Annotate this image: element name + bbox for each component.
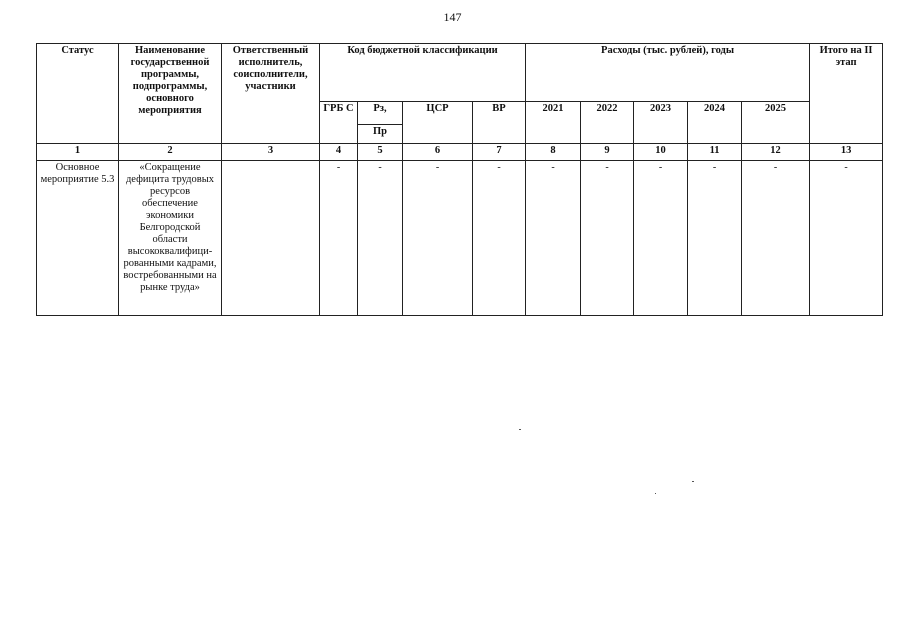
header-pr: Пр — [358, 125, 403, 144]
header-program-name: Наименование государственной программы, подпрограммы, основного мероприятия — [119, 44, 222, 144]
cell-total: - — [810, 161, 883, 316]
column-number: 6 — [403, 144, 473, 161]
header-expenses: Расходы (тыс. рублей), годы — [526, 44, 810, 102]
column-number: 9 — [581, 144, 634, 161]
scan-speck — [655, 493, 656, 494]
cell-2025: - — [742, 161, 810, 316]
row-status: Основное мероприятие 5.3 — [37, 161, 119, 316]
cell-vr: - — [473, 161, 526, 316]
row-responsible — [222, 161, 320, 316]
column-number-row — [37, 144, 883, 161]
column-number: 7 — [473, 144, 526, 161]
column-number: 12 — [742, 144, 810, 161]
header-year-2023: 2023 — [634, 102, 688, 144]
page-number: 147 — [443, 10, 462, 24]
header-status: Статус — [37, 44, 119, 144]
header-budget-code: Код бюджетной классификации — [320, 44, 526, 102]
cell-2022: - — [581, 161, 634, 316]
table-row — [37, 161, 883, 316]
cell-2023: - — [634, 161, 688, 316]
header-vr: ВР — [473, 102, 526, 144]
scan-speck — [692, 481, 694, 482]
column-number: 1 — [37, 144, 119, 161]
cell-rz-pr: - — [358, 161, 403, 316]
column-number: 11 — [688, 144, 742, 161]
header-grbs: ГРБ С — [320, 102, 358, 144]
header-total: Итого на II этап — [810, 44, 883, 144]
scan-speck — [519, 429, 521, 430]
budget-table — [36, 43, 883, 316]
column-number: 5 — [358, 144, 403, 161]
header-year-2022: 2022 — [581, 102, 634, 144]
row-name: «Сокращение дефицита трудовых ресурсов обеспечение экономики Белгородской области высококвалифици-рованными кадрами, востребованными на рынке труда» — [119, 161, 222, 316]
column-number: 4 — [320, 144, 358, 161]
header-year-2021: 2021 — [526, 102, 581, 144]
header-year-2025: 2025 — [742, 102, 810, 144]
header-year-2024: 2024 — [688, 102, 742, 144]
column-number: 3 — [222, 144, 320, 161]
cell-csr: - — [403, 161, 473, 316]
column-number: 8 — [526, 144, 581, 161]
header-csr: ЦСР — [403, 102, 473, 144]
cell-2021: - — [526, 161, 581, 316]
cell-2024: - — [688, 161, 742, 316]
header-responsible: Ответственный исполнитель, соисполнители, участники — [222, 44, 320, 144]
column-number: 10 — [634, 144, 688, 161]
header-rz: Рз, — [358, 102, 403, 125]
cell-grbs: - — [320, 161, 358, 316]
column-number: 2 — [119, 144, 222, 161]
column-number: 13 — [810, 144, 883, 161]
